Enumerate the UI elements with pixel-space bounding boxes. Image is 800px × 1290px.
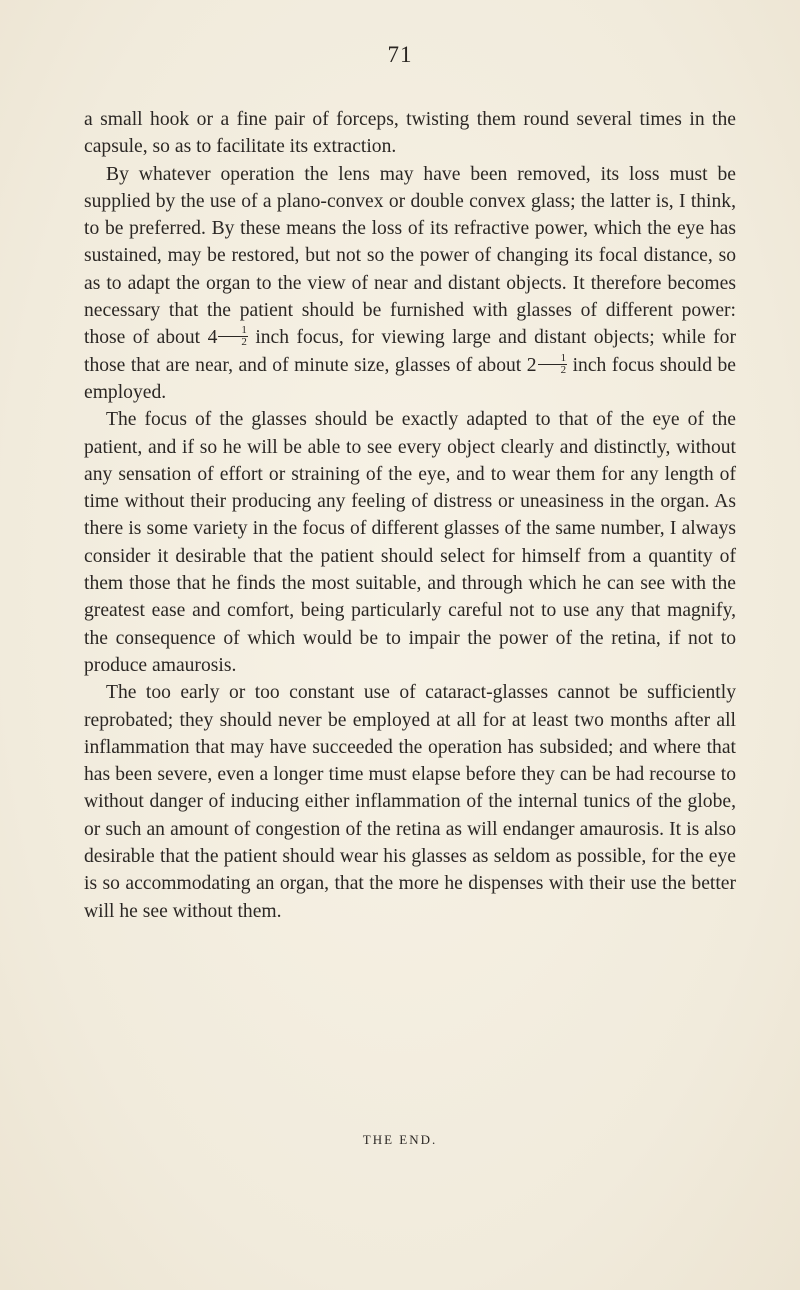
page-number: 71 <box>387 42 413 67</box>
fraction-2: $\frac{1}{2}$ <box>538 353 568 376</box>
paragraph-4: The too early or too constant use of cataract-glasses cannot be sufficiently reprobated; they should never be employed at all for at least two months after all inflammation that may have succeeded the operation has subsided; and where that has been severe, even a longer time must elapse before they can be had recourse to without danger of inducing either inflammation of the internal tunics of the globe, or such an amount of congestion of the retina as will endanger amaurosis. It is also desirable that the patient should wear his glasses as seldom as possible, for the eye is so accommodating an organ, that the more he dispenses with their use the better will he see without them. <box>84 682 736 922</box>
fraction-whole-2: 2 <box>526 354 537 376</box>
paragraph-2 <box>84 161 736 407</box>
paragraph-1: a small hook or a fine pair of forceps, twisting them round several times in the capsule, so as to facilitate its extraction. <box>84 109 736 158</box>
paragraph-2-end: inch focus should be employed. <box>84 354 737 403</box>
end-mark: THE END. <box>362 1132 438 1147</box>
paragraph-3: The focus of the glasses should be exactly adapted to that of the eye of the patient, and if so he will be able to see every object clearly and distinctly, without any sensation of effort or straining of the eye, and to wear them for any length of time without their producing any feeling of distress or uneasiness in the organ. As there is some variety in the focus of different glasses of the same number, I always consider it desirable that the patient should select for himself from a quantity of them those that he finds the most suitable, and through which he can see with the greatest ease and comfort, being particularly careful not to use any that magnify, the consequence of which would be to impair the power of the retina, if not to produce amaurosis. <box>84 409 736 676</box>
fraction-1: $\frac{1}{2}$ <box>218 325 248 348</box>
paragraph-2-start: By whatever operation the lens may have been removed, its loss must be supplied by the use of a plano-convex or double convex glass; the latter is, I think, to be preferred. By these means the loss of its refractive power, which the eye has sustained, may be restored, but not so the power of changing its focal distance, so as to adapt the organ to the view of near and distant objects. It therefore becomes necessary that the patient should be furnished with glasses of different power: those of about <box>84 163 736 349</box>
paragraph-2-middle: inch focus, for viewing large and distant objects; while for those that are near, and of minute size, glasses of about <box>84 327 737 376</box>
body-text <box>84 106 736 925</box>
fraction-whole-1: 4 <box>207 327 218 349</box>
